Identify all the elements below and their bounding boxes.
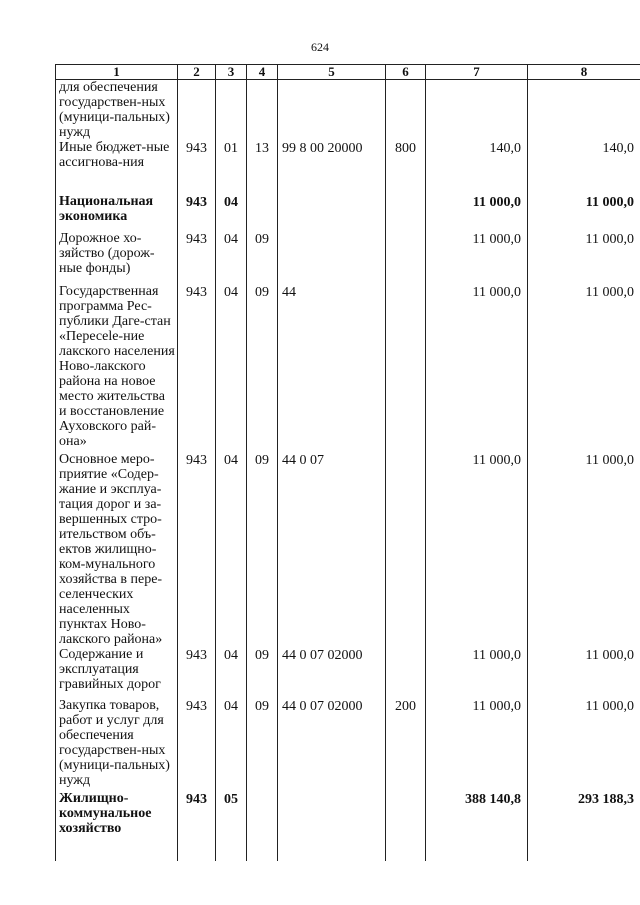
target-article-cell: 44 (278, 284, 386, 452)
expense-type-cell (386, 647, 426, 698)
expense-type-cell (386, 284, 426, 452)
section-cell: 04 (216, 647, 247, 698)
code-cell: 943 (178, 284, 216, 452)
code-cell: 943 (178, 698, 216, 791)
header-cell: 7 (426, 65, 528, 80)
amount-cell-1: 11 000,0 (426, 647, 528, 698)
subsection-cell: 09 (247, 284, 278, 452)
section-cell: 04 (216, 194, 247, 231)
subsection-cell: 09 (247, 452, 278, 647)
target-article-cell: 44 0 07 02000 (278, 698, 386, 791)
amount-cell-2: 11 000,0 (528, 452, 640, 647)
amount-cell-1 (426, 80, 528, 141)
page-number: 624 (311, 40, 329, 54)
expense-type-cell (386, 231, 426, 284)
code-cell: 943 (178, 140, 216, 194)
table-row (56, 791, 640, 861)
row-name-cell: Иные бюджет-ные ассигнова-ния (56, 140, 178, 194)
subsection-cell: 09 (247, 647, 278, 698)
table-row (56, 284, 640, 452)
expense-type-cell (386, 194, 426, 231)
amount-cell-2: 140,0 (528, 140, 640, 194)
header-cell: 4 (247, 65, 278, 80)
table-row (56, 231, 640, 284)
amount-cell-2: 11 000,0 (528, 194, 640, 231)
table-row (56, 647, 640, 698)
target-article-cell (278, 194, 386, 231)
header-cell: 2 (178, 65, 216, 80)
table-row (56, 452, 640, 647)
section-cell (216, 80, 247, 141)
amount-cell-1: 11 000,0 (426, 284, 528, 452)
target-article-cell: 44 0 07 02000 (278, 647, 386, 698)
code-cell: 943 (178, 452, 216, 647)
amount-cell-1: 11 000,0 (426, 452, 528, 647)
section-cell: 04 (216, 284, 247, 452)
subsection-cell: 09 (247, 698, 278, 791)
budget-table (55, 64, 640, 861)
expense-type-cell: 800 (386, 140, 426, 194)
header-cell: 6 (386, 65, 426, 80)
code-cell: 943 (178, 231, 216, 284)
table-row (56, 80, 640, 141)
target-article-cell: 99 8 00 20000 (278, 140, 386, 194)
amount-cell-2 (528, 80, 640, 141)
section-cell: 04 (216, 231, 247, 284)
header-cell: 8 (528, 65, 640, 80)
code-cell: 943 (178, 791, 216, 861)
section-cell: 05 (216, 791, 247, 861)
expense-type-cell (386, 80, 426, 141)
section-cell: 01 (216, 140, 247, 194)
header-cell: 1 (56, 65, 178, 80)
amount-cell-2: 11 000,0 (528, 284, 640, 452)
code-cell: 943 (178, 194, 216, 231)
expense-type-cell: 200 (386, 698, 426, 791)
amount-cell-2: 11 000,0 (528, 231, 640, 284)
header-cell: 5 (278, 65, 386, 80)
section-cell: 04 (216, 452, 247, 647)
amount-cell-1: 388 140,8 (426, 791, 528, 861)
table-header-row (56, 65, 640, 80)
row-name-cell: Жилищно-коммунальное хозяйство (56, 791, 178, 861)
row-name-cell: Национальная экономика (56, 194, 178, 231)
row-name-cell: для обеспечения государствен-ных (муници-пальных) нужд (56, 80, 178, 141)
amount-cell-1: 11 000,0 (426, 231, 528, 284)
row-name-cell: Закупка товаров, работ и услуг для обеспечения государствен-ных (муници-пальных) нужд (56, 698, 178, 791)
code-cell (178, 80, 216, 141)
target-article-cell: 44 0 07 (278, 452, 386, 647)
row-name-cell: Содержание и эксплуатация гравийных дорог (56, 647, 178, 698)
target-article-cell (278, 80, 386, 141)
subsection-cell (247, 80, 278, 141)
row-name-cell: Основное меро-приятие «Содер-жание и эксплуа-тация дорог и за-вершенных стро-ительством объ-ектов жилищно-ком-мунального хозяйства в пере-селенческих населенных пунктах Ново-лакского района» (56, 452, 178, 647)
amount-cell-2: 11 000,0 (528, 698, 640, 791)
table-row (56, 140, 640, 194)
table-row (56, 194, 640, 231)
row-name-cell: Государственная программа Рес-публики Даге-стан «Пересele-ние лакского населения Ново-лакского района на новое место жительства и восстановление Ауховского рай-она» (56, 284, 178, 452)
subsection-cell (247, 791, 278, 861)
target-article-cell (278, 231, 386, 284)
amount-cell-1: 11 000,0 (426, 194, 528, 231)
amount-cell-1: 11 000,0 (426, 698, 528, 791)
expense-type-cell (386, 791, 426, 861)
row-name-cell: Дорожное хо-зяйство (дорож-ные фонды) (56, 231, 178, 284)
table-row (56, 698, 640, 791)
target-article-cell (278, 791, 386, 861)
amount-cell-2: 11 000,0 (528, 647, 640, 698)
header-cell: 3 (216, 65, 247, 80)
amount-cell-2: 293 188,3 (528, 791, 640, 861)
subsection-cell (247, 194, 278, 231)
subsection-cell: 09 (247, 231, 278, 284)
subsection-cell: 13 (247, 140, 278, 194)
expense-type-cell (386, 452, 426, 647)
section-cell: 04 (216, 698, 247, 791)
amount-cell-1: 140,0 (426, 140, 528, 194)
code-cell: 943 (178, 647, 216, 698)
